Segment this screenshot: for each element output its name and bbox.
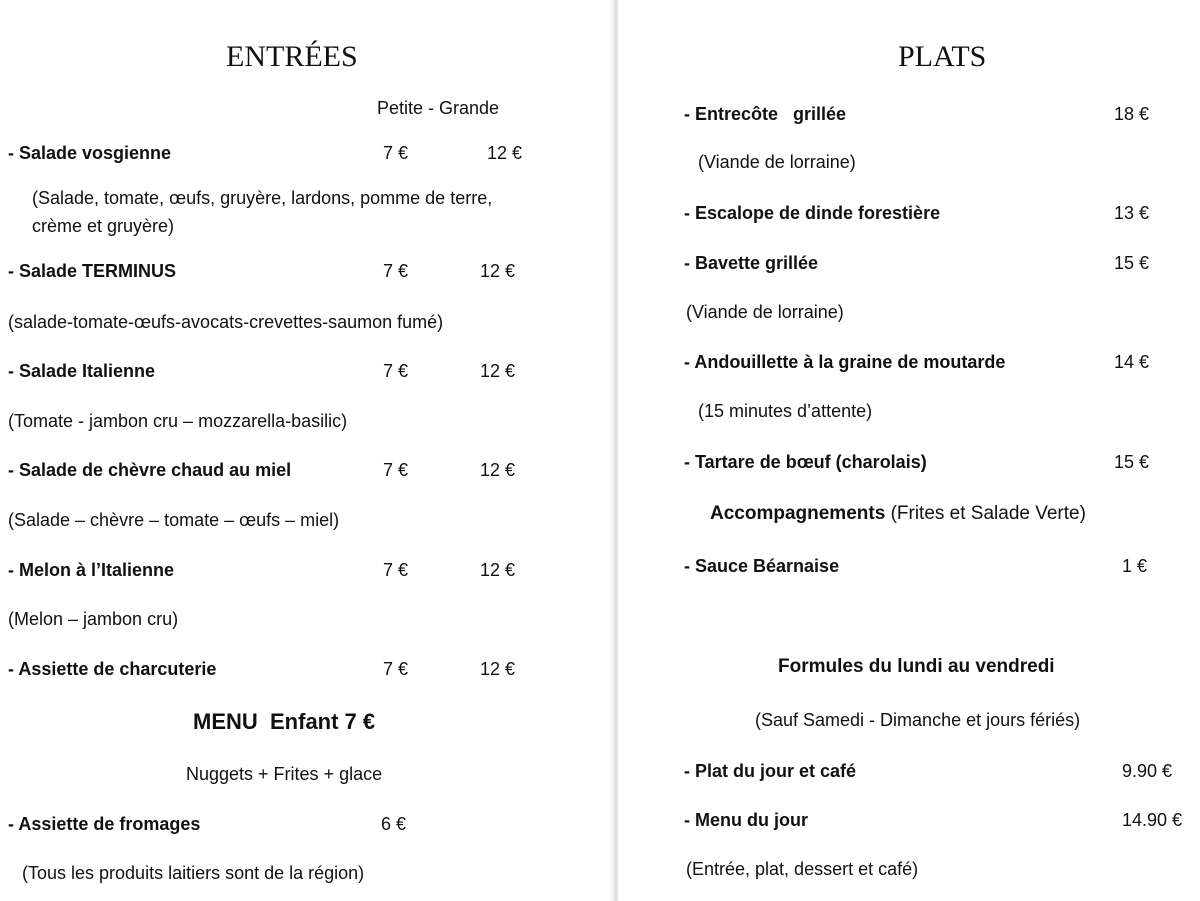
- dish-name: - Salade Italienne: [8, 361, 156, 381]
- dish-name: - Salade TERMINUS: [8, 261, 177, 281]
- accompagnements-title: Accompagnements: [710, 503, 886, 524]
- dish-description: (salade-tomate-œufs-avocats-crevettes-saumon fumé): [8, 312, 444, 332]
- price: 18 €: [1114, 104, 1150, 124]
- dish-name: - Escalope de dinde forestière: [684, 203, 941, 223]
- price: 15 €: [1114, 452, 1150, 472]
- price-grande: 12 €: [487, 143, 523, 163]
- formules-note: (Sauf Samedi - Dimanche et jours fériés): [755, 710, 1081, 730]
- price-petite: 7 €: [383, 143, 409, 163]
- formule-price: 9.90 €: [1122, 761, 1173, 781]
- formule-price: 14.90 €: [1122, 810, 1183, 830]
- dish-description: (Salade – chèvre – tomate – œufs – miel): [8, 510, 340, 530]
- price-petite: 7 €: [383, 460, 409, 480]
- price-petite: 7 €: [383, 261, 409, 281]
- dish-name: - Salade de chèvre chaud au miel: [8, 460, 292, 480]
- accompagnements-line: [710, 503, 1086, 525]
- dish-description: (15 minutes d’attente): [698, 401, 873, 421]
- formules-title: Formules du lundi au vendredi: [778, 656, 1055, 677]
- dish-name: - Melon à l’Italienne: [8, 560, 175, 580]
- price: 15 €: [1114, 253, 1150, 273]
- dish-description: (Salade, tomate, œufs, gruyère, lardons, pomme de terre,: [32, 188, 493, 208]
- dish-description-cont: crème et gruyère): [32, 216, 175, 236]
- price-grande: 12 €: [480, 361, 516, 381]
- section-title-plats: PLATS: [898, 40, 987, 73]
- formule-name: - Menu du jour: [684, 810, 808, 830]
- dish-name: - Andouillette à la graine de moutarde: [684, 352, 1006, 372]
- dish-name: - Assiette de charcuterie: [8, 659, 217, 679]
- dish-description: (Tomate - jambon cru – mozzarella-basilic): [8, 411, 348, 431]
- dish-name: - Tartare de bœuf (charolais): [684, 452, 927, 472]
- menu-enfant-description: Nuggets + Frites + glace: [186, 764, 383, 784]
- price: 14 €: [1114, 352, 1150, 372]
- price: 13 €: [1114, 203, 1150, 223]
- dish-name: - Sauce Béarnaise: [684, 556, 840, 576]
- formule-name: - Plat du jour et café: [684, 761, 857, 781]
- price-petite: 7 €: [383, 560, 409, 580]
- dish-description: (Viande de lorraine): [686, 302, 844, 322]
- price-grande: 12 €: [480, 560, 516, 580]
- dish-name: - Salade vosgienne: [8, 143, 172, 163]
- price-petite: 7 €: [383, 361, 409, 381]
- dish-name: - Bavette grillée: [684, 253, 819, 273]
- dish-description: (Viande de lorraine): [698, 152, 856, 172]
- accompagnements-description: (Frites et Salade Verte): [890, 503, 1086, 524]
- dish-name: - Assiette de fromages: [8, 814, 201, 834]
- price-grande: 12 €: [480, 460, 516, 480]
- price-grande: 12 €: [480, 261, 516, 281]
- menu-enfant-title: MENU Enfant 7 €: [193, 709, 376, 734]
- price-petite: 7 €: [383, 659, 409, 679]
- price-grande: 12 €: [480, 659, 516, 679]
- dish-description: (Melon – jambon cru): [8, 609, 179, 629]
- size-header: Petite - Grande: [377, 98, 500, 118]
- menu-page-plats: [618, 0, 1200, 901]
- section-title-entrees: ENTRÉES: [226, 40, 358, 73]
- dish-description: (Tous les produits laitiers sont de la région): [22, 863, 365, 883]
- formule-description: (Entrée, plat, dessert et café): [686, 859, 919, 879]
- dish-name: - Entrecôte grillée: [684, 104, 847, 124]
- price: 6 €: [381, 814, 407, 834]
- price: 1 €: [1122, 556, 1148, 576]
